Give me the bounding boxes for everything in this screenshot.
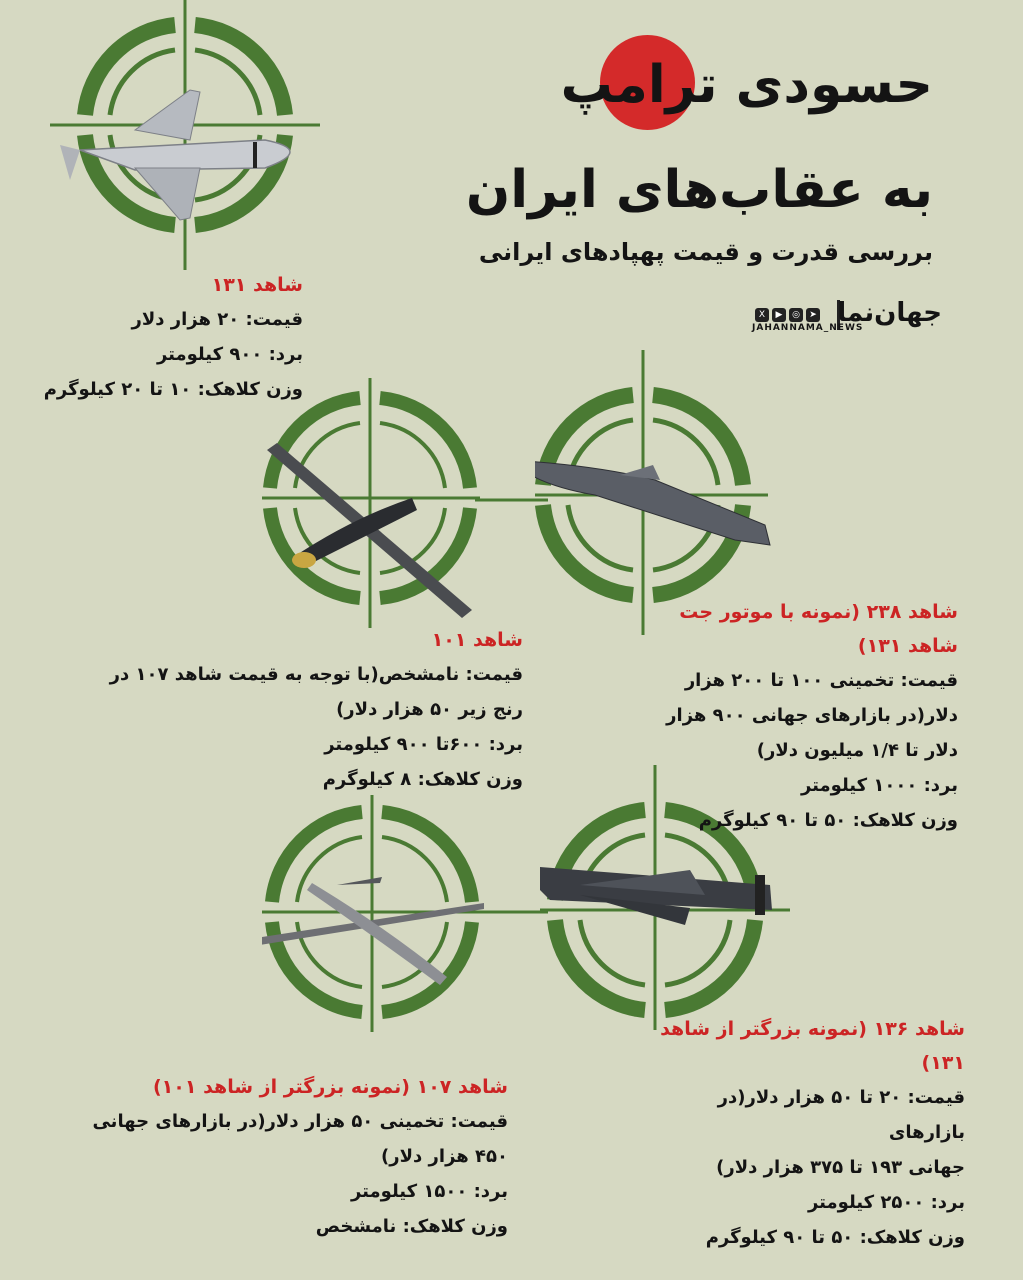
title-word-hasudi: حسودی (735, 55, 933, 115)
page-subtitle: بررسی قدرت و قیمت پهپادهای ایرانی (478, 238, 933, 266)
price-line-2: رنج زیر ۵۰ هزار دلار) (336, 699, 523, 720)
price-line: قیمت: نامشخص(با توجه به قیمت شاهد ۱۰۷ در (109, 664, 523, 685)
telegram-icon[interactable]: ➤ (806, 308, 820, 322)
range-line: برد: ۱۰۰۰ کیلومتر (800, 775, 958, 796)
youtube-icon[interactable]: ▶ (772, 308, 786, 322)
crosshair-shahed-238 (535, 345, 775, 635)
info-shahed-107 (88, 1070, 508, 1244)
crosshair-shahed-131 (40, 0, 330, 270)
drone-title: شاهد ۲۳۸ (نمونه با موتور جت (679, 601, 958, 623)
instagram-icon[interactable]: ◎ (789, 308, 803, 322)
brand-name: جهان‌نما (837, 298, 942, 328)
drone-title-cont: ۱۳۱) (921, 1052, 965, 1074)
drone-title: شاهد ۱۰۱ (431, 629, 523, 651)
warhead-line: وزن کلاهک: ۵۰ تا ۹۰ کیلوگرم (705, 1227, 965, 1248)
crosshair-shahed-101 (262, 378, 482, 638)
range-line: برد: ۱۵۰۰ کیلومتر (350, 1181, 508, 1202)
range-line: برد: ۹۰۰ کیلومتر (156, 344, 303, 365)
page-title-line1 (561, 55, 933, 115)
info-shahed-136 (645, 1012, 965, 1255)
warhead-line: وزن کلاهک: ۱۰ تا ۲۰ کیلوگرم (43, 379, 303, 400)
drone-title-cont: شاهد ۱۳۱) (857, 635, 958, 657)
crosshair-shahed-107 (262, 795, 487, 1055)
drone-title: شاهد ۱۳۱ (211, 274, 303, 296)
info-shahed-238 (658, 595, 958, 838)
price-line: قیمت: ۲۰ تا ۵۰ هزار دلار(در بازارهای (717, 1087, 965, 1143)
brand-handle: JAHANNAMA_NEWS (752, 323, 864, 333)
info-shahed-131 (3, 268, 303, 407)
drone-title: شاهد ۱۳۶ (نمونه بزرگتر از شاهد (660, 1018, 965, 1040)
price-line-3: دلار تا ۱/۴ میلیون دلار) (756, 740, 958, 761)
warhead-line: وزن کلاهک: نامشخص (315, 1216, 508, 1237)
price-line: قیمت: تخمینی ۵۰ هزار دلار(در بازارهای جهانی (92, 1111, 508, 1132)
price-line-2: دلار(در بازارهای جهانی ۹۰۰ هزار (666, 705, 958, 726)
price-line-2: جهانی ۱۹۳ تا ۳۷۵ هزار دلار) (716, 1157, 965, 1178)
x-icon[interactable]: X (755, 308, 769, 322)
price-line-2: ۴۵۰ هزار دلار) (381, 1146, 508, 1167)
brand-block (752, 300, 942, 340)
price-line: قیمت: تخمینی ۱۰۰ تا ۲۰۰ هزار (684, 670, 958, 691)
social-icons (752, 302, 820, 322)
warhead-line: وزن کلاهک: ۸ کیلوگرم (322, 769, 523, 790)
info-shahed-101 (103, 623, 523, 797)
drone-title: شاهد ۱۰۷ (نمونه بزرگتر از شاهد ۱۰۱) (152, 1076, 508, 1098)
range-line: برد: ۲۵۰۰ کیلومتر (807, 1192, 965, 1213)
page-title-line2: به عقاب‌های ایران (465, 160, 933, 220)
warhead-line: وزن کلاهک: ۵۰ تا ۹۰ کیلوگرم (698, 810, 958, 831)
title-word-trump: ترامپ (560, 55, 718, 115)
range-line: برد: ۶۰۰تا ۹۰۰ کیلومتر (324, 734, 523, 755)
price-line: قیمت: ۲۰ هزار دلار (131, 309, 303, 330)
